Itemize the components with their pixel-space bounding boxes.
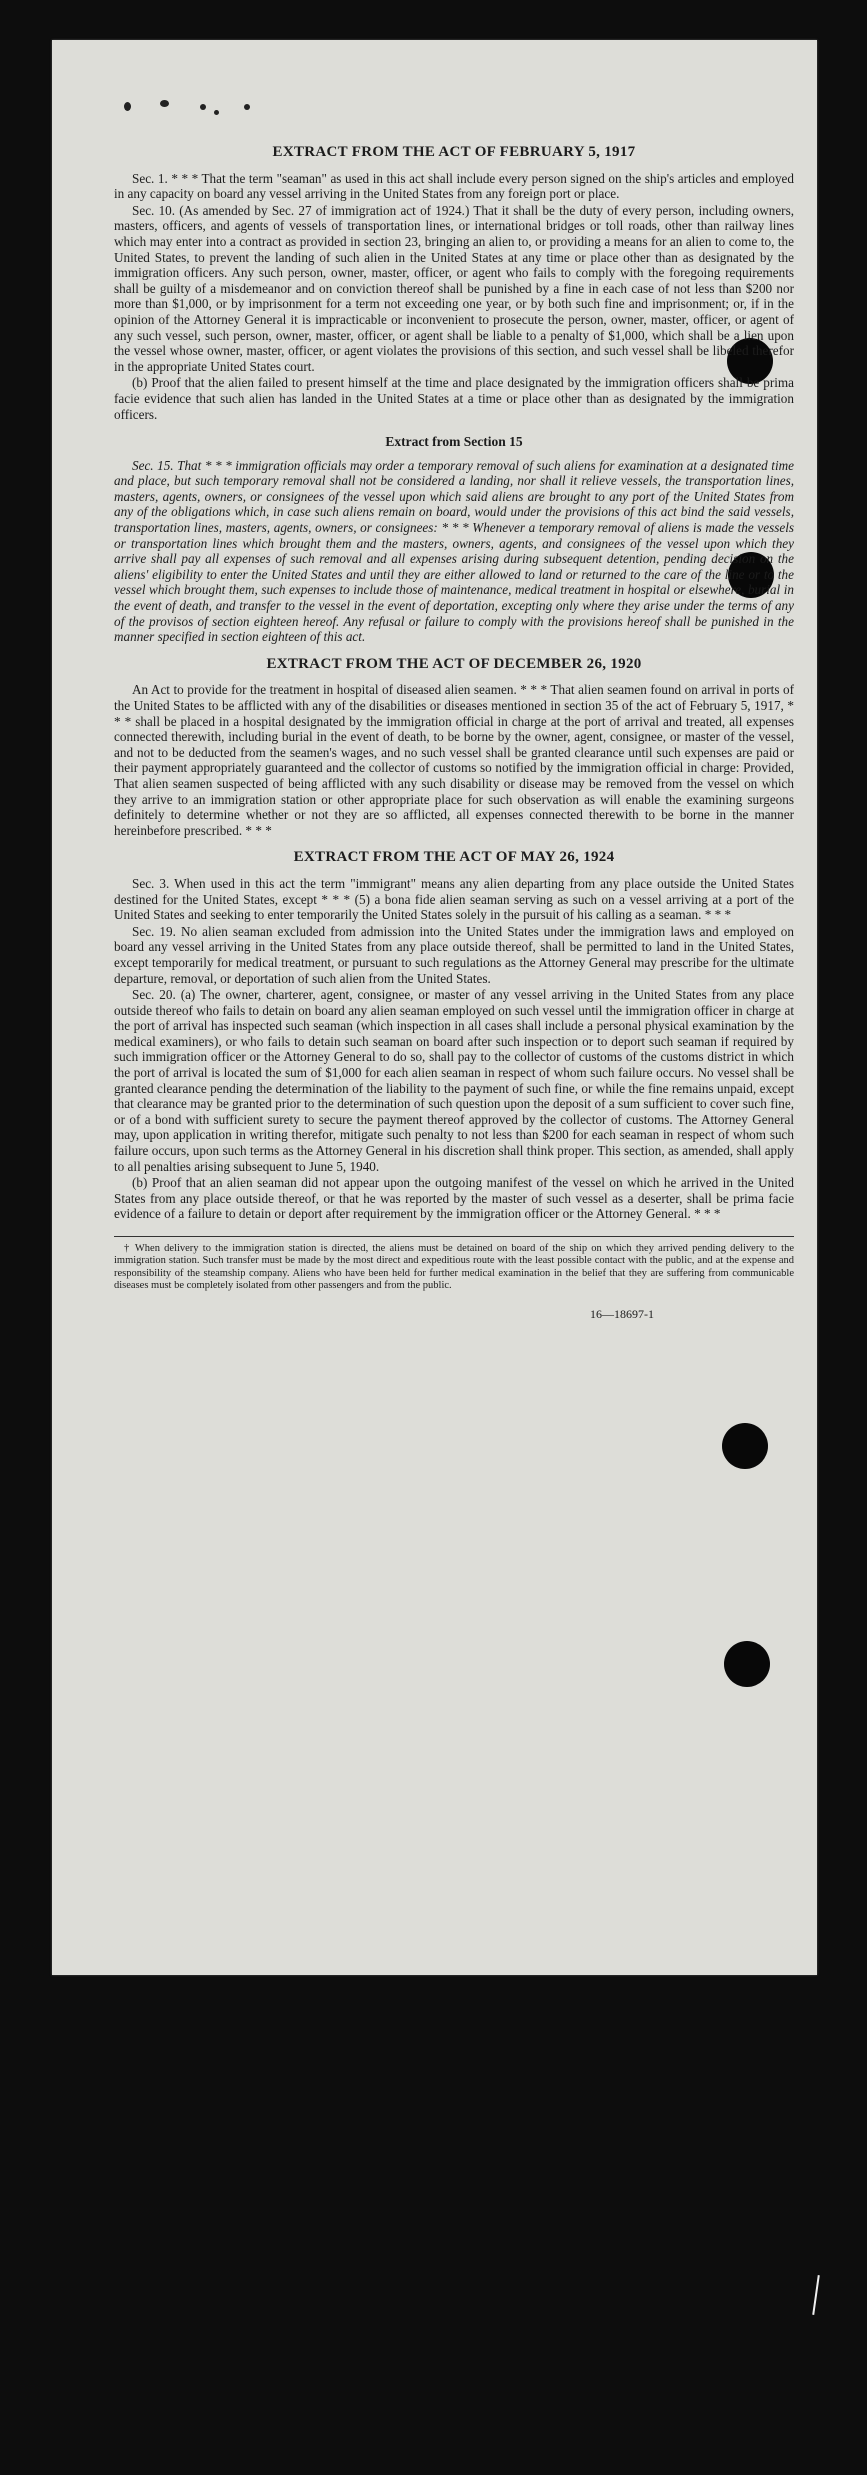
section-act-1920 (114, 657, 794, 839)
footnote: † When delivery to the immigration station is directed, the aliens must be detained on board of the ship on which they arrived pending delivery to the immigration station. Such transfer must be made by the most direct and expeditious route with the least possible contact with the public, and at the expense and responsibility of the steamship company. Aliens who have been held for further medical examination in the belief that they are suffering from communicable diseases must be completely isolated from other passengers and from the public. (114, 1243, 794, 1292)
ink-smudge (244, 104, 250, 110)
punch-hole (724, 1641, 770, 1687)
section-act-1924 (114, 850, 794, 1222)
section-act-1917 (114, 145, 794, 422)
ink-smudge (124, 102, 131, 111)
scan-artifact (812, 2275, 820, 2315)
ink-smudge (214, 110, 219, 115)
paragraph: Sec. 3. When used in this act the term "immigrant" means any alien departing from any place outside the United States destined for the United States, except * * * (5) a bona fide alien seaman serving as such on a vessel arriving at a port of the United States and seeking to enter temporarily the United States solely in the pursuit of his calling as a seaman. * * * (114, 875, 794, 923)
section-heading: Extract from Section 15 (385, 434, 523, 450)
document-page (52, 40, 817, 1975)
section-heading: EXTRACT FROM THE ACT OF MAY 26, 1924 (293, 849, 615, 866)
document-body (114, 145, 794, 1322)
paragraph: (b) Proof that the alien failed to present himself at the time and place designated by the immigration officers shall be prima facie evidence that such alien has landed in the United States at a time or place other than as designated by the immigration officers. (114, 375, 794, 422)
section-15-extract (114, 434, 794, 645)
paragraph: Sec. 10. (As amended by Sec. 27 of immigration act of 1924.) That it shall be the duty of every person, including owners, masters, officers, and agents of vessels of transportation lines, or international bridges or toll roads, other than railway lines which may enter into a contract as provided in section 23, bringing an alien to, or providing a means for an alien to come to, the United States, to prevent the landing of such alien in the United States at any time or place other than as designated by the immigration officers. Any such person, owner, master, officer, or agent who fails to comply with the foregoing requirements shall be guilty of a misdemeanor and on conviction thereof shall be punished by a fine in each case of not less than $200 nor more than $1,000, or by imprisonment for a term not exceeding one year, or by both such fine and imprisonment; or, if in the opinion of the Attorney General it is impracticable or inconvenient to prosecute the person, owner, master, officer, or agent of any such vessel, such person, owner, master, officer, or agent shall be liable to a penalty of $1,000, which shall be a lien upon the vessel whose owner, master, officer, or agent violates the provisions of this section, and such vessel shall be libeled therefor in the appropriate United States court. (114, 202, 794, 374)
paragraph: Sec. 15. That * * * immigration officials may order a temporary removal of such aliens for examination at a designated time and place, but such temporary removal shall not be considered a landing, nor shall it relieve vessels, the transportation lines, masters, agents, owners, or consignees of the vessel upon which said aliens are brought to any port of the United States from any of the obligations which, in case such aliens remain on board, would under the provisions of this act bind the said vessels, transportation lines, masters, agents, owners, or consignees: * * * Whenever a temporary removal of aliens is made the vessels or transportation lines which brought them and the masters, owners, agents, and consignees of the vessel upon which they arrive shall pay all expenses of such removal and all expenses arising during subsequent detention, pending decision on the aliens' eligibility to enter the United States and until they are either allowed to land or returned to the care of the line or to the vessel which brought them, such expenses to include those of maintenance, medical treatment in hospital or elsewhere, burial in the event of death, and transfer to the vessel in the event of deportation, excepting only where they arise under the terms of any of the provisos of section eighteen hereof. Any refusal or failure to comply with the provisions hereof shall be punished in the manner specified in section eighteen of this act. (114, 457, 794, 645)
paragraph: An Act to provide for the treatment in hospital of diseased alien seamen. * * * That alien seamen found on arrival in ports of the United States to be afflicted with any of the disabilities or diseases mentioned in section 35 of the act of February 5, 1917, * * * shall be placed in a hospital designated by the immigration official in charge at the port of arrival and treated, all expenses connected therewith, including burial in the event of death, to be borne by the owner, agent, consignee, or master of the vessel, and not to be deducted from the seamen's wages, and no such vessel shall be granted clearance until such expenses are paid or their payment appropriately guaranteed and the collector of customs so notified by the immigration official in charge: Provided, That alien seamen suspected of being afflicted with any such disability or disease may be removed from the vessel on which they arrive to an immigration station or other appropriate place for such observation as will enable the examining surgeons definitely to determine whether or not they are so afflicted, all expenses connected therewith to be borne in the manner hereinbefore prescribed. * * * (114, 682, 794, 838)
paragraph: Sec. 1. * * * That the term "seaman" as used in this act shall include every person signed on the ship's articles and employed in any capacity on board any vessel arriving in the United States from any foreign port or place. (114, 170, 794, 202)
paragraph: (b) Proof that an alien seaman did not appear upon the outgoing manifest of the vessel on which he arrived in the United States from any place outside thereof, or that he was reported by the master of such vessel as a deserter, shall be prima facie evidence of a failure to detain or deport after requirement by the immigration officer or the Attorney General. * * * (114, 1175, 794, 1222)
ink-smudge (160, 100, 169, 107)
section-heading: EXTRACT FROM THE ACT OF DECEMBER 26, 1920 (266, 655, 642, 672)
ink-smudge (200, 104, 206, 110)
print-code: 16—18697-1 (590, 1306, 654, 1321)
paragraph: Sec. 19. No alien seaman excluded from admission into the United States under the immigration laws and employed on board any vessel arriving in the United States from any place outside thereof, shall be permitted to land in the United States, except temporarily for medical treatment, or pursuant to such regulations as the Attorney General may prescribe for the ultimate departure, removal, or deportation of such alien from the United States. (114, 923, 794, 986)
footnote-divider (114, 1236, 794, 1237)
punch-hole (722, 1423, 768, 1469)
section-heading: EXTRACT FROM THE ACT OF FEBRUARY 5, 1917 (272, 144, 636, 160)
paragraph: Sec. 20. (a) The owner, charterer, agent, consignee, or master of any vessel arriving in the United States from any place outside thereof who fails to detain on board any alien seaman employed on such vessel until the immigration officer in charge at the port of arrival has inspected such seaman (which inspection in all cases shall include a personal physical examination by the medical examiners), or who fails to detain such seaman on board after such inspection or to deport such seaman if required by such immigration officer or the Attorney General to do so, shall pay to the collector of customs of the customs district in which the port of arrival is located the sum of $1,000 for each alien seaman in respect of whom such failure occurs. No vessel shall be granted clearance pending the determination of the liability to the payment of such fine, or while the fine remains unpaid, except that clearance may be granted prior to the determination of such question upon the deposit of a sum sufficient to cover such fine, or of a bond with sufficient surety to secure the payment thereof approved by the collector of customs. The Attorney General may, upon application in writing therefor, mitigate such penalty to not less than $200 for each seaman in respect of whom such failure occurs, upon such terms as the Attorney General in his discretion shall think proper. This section, as amended, shall apply to all penalties arising subsequent to June 5, 1940. (114, 987, 794, 1174)
